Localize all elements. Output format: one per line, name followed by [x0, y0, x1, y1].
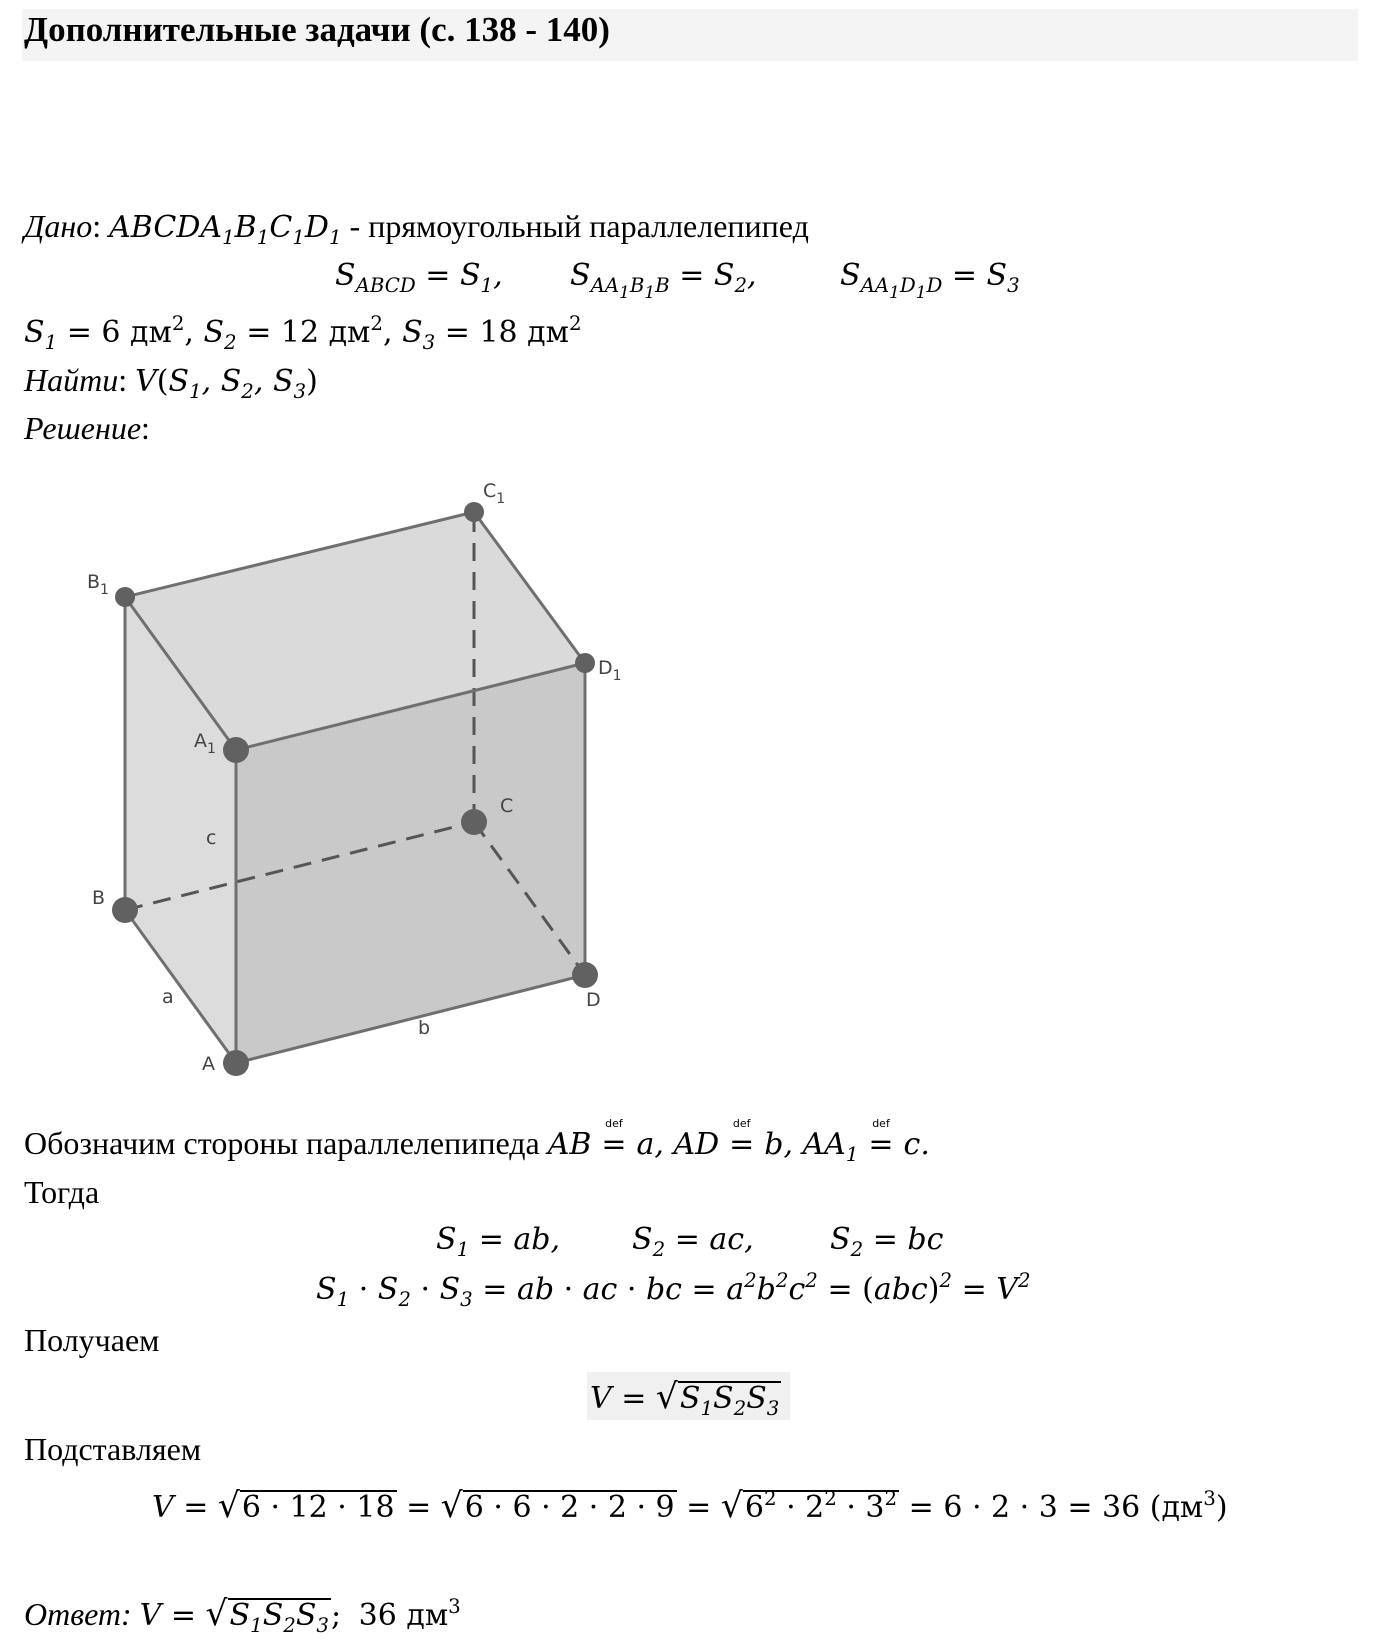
- point-d1: [575, 653, 595, 673]
- label-a: A: [202, 1053, 215, 1075]
- product-s1: $S_1$ = ab,: [436, 1222, 561, 1261]
- substitute-label: Подставляем: [24, 1431, 202, 1467]
- parallelepiped-figure: [0, 0, 700, 1090]
- point-c: [461, 809, 487, 835]
- answer-line: Ответ: $V = √S_1S_2S_3$; 36 $дм^3$: [24, 1594, 461, 1637]
- point-a1: [223, 737, 249, 763]
- answer-value: 36 $дм^3$: [349, 1595, 461, 1633]
- label-a1: $A_1$: [194, 730, 216, 757]
- label-d: D: [586, 989, 601, 1011]
- product-chain: $S_1 \cdot S_2 \cdot S_3$ = ab · ac · bc = $a^2b^2c^2 = (abc)^2 = V^2$: [316, 1269, 1031, 1311]
- given-label: Дано: [24, 208, 93, 244]
- point-b: [112, 897, 138, 923]
- label-edge-c: c: [206, 827, 217, 849]
- answer-label: Ответ: [24, 1596, 121, 1632]
- label-c1: $C_1$: [483, 480, 506, 507]
- denote-math: AB def = a, AD def = b, $AA_1$ def = c.: [547, 1117, 930, 1166]
- given-line: Дано: $ABCDA_1B_1C_1D_1$ - прямоугольный параллелепипед: [24, 208, 809, 249]
- product-s2: $S_2$ = ac,: [632, 1222, 754, 1261]
- find-line: Найти: $V(S_1$, $S_2$, $S_3$): [24, 362, 318, 403]
- then-label: Тогда: [24, 1174, 100, 1210]
- denote-line: [24, 1117, 930, 1166]
- given-object-name: $ABCDA_1B_1C_1D_1$: [109, 210, 342, 249]
- get-label: Получаем: [24, 1322, 160, 1358]
- denote-text: Обозначим стороны параллелепипеда: [24, 1125, 540, 1161]
- solution-label: Решение: [24, 410, 142, 446]
- find-label: Найти: [24, 362, 119, 398]
- label-b1: $B_1$: [87, 571, 109, 598]
- given-values: $S_1 = 6$ $дм^2$, $S_2 = 12$ $дм^2$, $S_3 = 18$ $дм^2$: [24, 312, 582, 354]
- area-def-2: $S_{AA_1B_1B} = S_2$,: [570, 258, 757, 302]
- label-b: B: [92, 887, 106, 909]
- page-title: Дополнительные задачи (с. 138 - 140): [24, 10, 610, 49]
- volume-formula: $V = √S_1S_2S_3$: [590, 1377, 780, 1420]
- point-b1: [115, 587, 135, 607]
- label-edge-a: a: [162, 986, 174, 1008]
- product-s3: $S_2$ = bc: [830, 1222, 944, 1261]
- given-object-desc: - прямоугольный параллелепипед: [341, 208, 809, 244]
- point-d: [572, 962, 598, 988]
- area-def-3: $S_{AA_1D_1D} = S_3$: [840, 258, 1020, 302]
- label-c: C: [500, 795, 514, 817]
- point-a: [223, 1050, 249, 1076]
- solution-line: Решение:: [24, 410, 150, 446]
- answer-formula: $V = √S_1S_2S_3$;: [139, 1594, 342, 1637]
- label-edge-b: b: [418, 1017, 431, 1039]
- label-d1: $D_1$: [598, 657, 622, 684]
- point-c1: [464, 502, 484, 522]
- area-def-1: $S_{ABCD} = S_1$,: [335, 258, 503, 297]
- find-expr: $V(S_1$, $S_2$, $S_3$): [135, 364, 318, 403]
- calculation: $V = √6 \cdot 12 \cdot 18 = √6 \cdot 6 \cdot 2 \cdot 2 \cdot 9 = √6^2 \cdot 2^2 \cdot 3^2 = 6 \cdot 2 \cdot 3 = 36$ $(дм^3)$: [152, 1486, 1228, 1526]
